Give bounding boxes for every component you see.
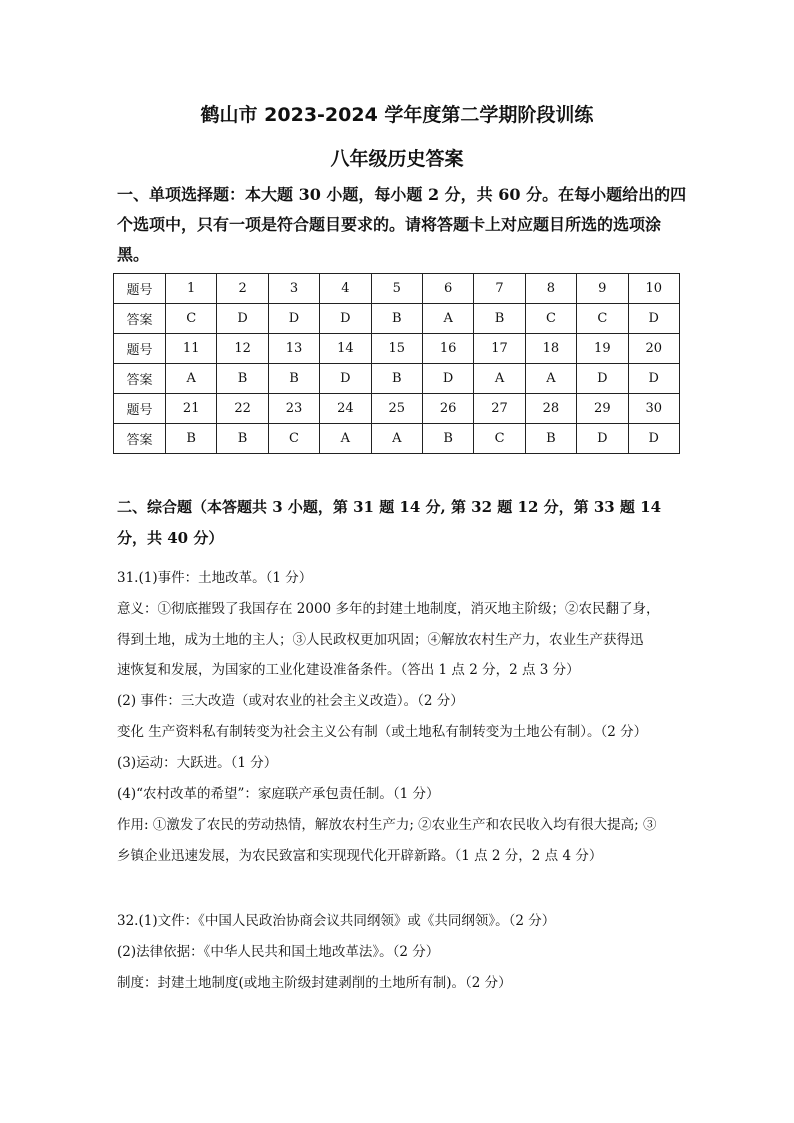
- answer-cell: D: [268, 304, 319, 334]
- answer-line: 作用: ①激发了农民的劳动热情，解放农村生产力; ②农业生产和农民收入均有很大提高; ③: [117, 817, 657, 833]
- question-number-cell: 7: [474, 274, 525, 304]
- question-number-cell: 2: [217, 274, 268, 304]
- question-number-row: [114, 274, 680, 304]
- answer-line: 32.(1)文件：《中国人民政治协商会议共同纲领》或《共同纲领》。（2 分）: [117, 913, 556, 929]
- answer-cell: B: [474, 304, 525, 334]
- answer-cell: D: [217, 304, 268, 334]
- answer-line: 制度：封建土地制度(或地主阶级封建剥削的土地所有制)。（2 分）: [117, 975, 512, 991]
- answer-cell: D: [628, 304, 679, 334]
- answer-cell: B: [371, 364, 422, 394]
- answer-line: (4)“农村改革的希望”：家庭联产承包责任制。（1 分）: [117, 786, 440, 802]
- question-number-cell: 10: [628, 274, 679, 304]
- question-number-cell: 21: [166, 394, 217, 424]
- answer-cell: D: [577, 424, 628, 454]
- question-number-cell: 27: [474, 394, 525, 424]
- answer-cell: C: [525, 304, 576, 334]
- answer-line: (2)法律依据：《中华人民共和国土地改革法》。（2 分）: [117, 944, 440, 960]
- answer-line: 变化 生产资料私有制转变为社会主义公有制（或土地私有制转变为土地公有制）。（2 分）: [117, 724, 648, 740]
- question-number-cell: 6: [422, 274, 473, 304]
- answer-line: (3)运动：大跃进。（1 分）: [117, 755, 278, 771]
- question-number-row: [114, 394, 680, 424]
- answer-line: 得到土地，成为土地的主人；③人民政权更加巩固；④解放农村生产力，农业生产获得迅: [117, 632, 644, 648]
- row-label: 题号: [114, 274, 166, 304]
- answer-cell: D: [320, 364, 371, 394]
- answer-cell: D: [628, 424, 679, 454]
- answer-cell: A: [525, 364, 576, 394]
- answer-line: 乡镇企业迅速发展，为农民致富和实现现代化开辟新路。（1 点 2 分，2 点 4 分）: [117, 848, 603, 864]
- answer-row: [114, 364, 680, 394]
- section1-heading: 一、单项选择题：本大题 30 小题，每小题 2 分，共 60 分。在每小题给出的四个选项中，只有一项是符合题目要求的。请将答题卡上对应题目所选的选项涂黑。: [117, 185, 687, 264]
- answer-cell: D: [577, 364, 628, 394]
- answer-cell: A: [166, 364, 217, 394]
- question-number-cell: 19: [577, 334, 628, 364]
- question-number-cell: 26: [422, 394, 473, 424]
- answer-row: [114, 304, 680, 334]
- question-number-cell: 22: [217, 394, 268, 424]
- answer-cell: A: [320, 424, 371, 454]
- question-number-cell: 30: [628, 394, 679, 424]
- answer-cell: A: [371, 424, 422, 454]
- page-title: 鹤山市 2023-2024 学年度第二学期阶段训练: [200, 104, 594, 126]
- answer-cell: D: [628, 364, 679, 394]
- question-number-cell: 5: [371, 274, 422, 304]
- answer-cell: C: [268, 424, 319, 454]
- question-number-cell: 28: [525, 394, 576, 424]
- question-number-row: [114, 334, 680, 364]
- row-label: 题号: [114, 334, 166, 364]
- answer-cell: B: [525, 424, 576, 454]
- answer-table: [113, 273, 680, 454]
- row-label: 题号: [114, 394, 166, 424]
- question-number-cell: 24: [320, 394, 371, 424]
- question-number-cell: 14: [320, 334, 371, 364]
- answer-cell: B: [268, 364, 319, 394]
- answer-cell: A: [474, 364, 525, 394]
- question-number-cell: 18: [525, 334, 576, 364]
- answer-line: 意义：①彻底摧毁了我国存在 2000 多年的封建土地制度，消灭地主阶级；②农民翻了身，: [117, 601, 660, 617]
- answer-cell: C: [474, 424, 525, 454]
- answer-cell: B: [422, 424, 473, 454]
- answer-line: 31.(1)事件：土地改革。（1 分）: [117, 570, 313, 586]
- question-number-cell: 16: [422, 334, 473, 364]
- answer-cell: D: [422, 364, 473, 394]
- question-number-cell: 8: [525, 274, 576, 304]
- question-number-cell: 11: [166, 334, 217, 364]
- answer-cell: C: [166, 304, 217, 334]
- row-label: 答案: [114, 364, 166, 394]
- answer-cell: D: [320, 304, 371, 334]
- question-number-cell: 3: [268, 274, 319, 304]
- page-subtitle: 八年级历史答案: [330, 148, 464, 170]
- question-number-cell: 29: [577, 394, 628, 424]
- answer-line: (2) 事件：三大改造（或对农业的社会主义改造）。（2 分）: [117, 693, 464, 709]
- question-number-cell: 13: [268, 334, 319, 364]
- answer-cell: B: [217, 424, 268, 454]
- question-number-cell: 4: [320, 274, 371, 304]
- question-number-cell: 20: [628, 334, 679, 364]
- section2-heading: 二、综合题（本答题共 3 小题，第 31 题 14 分, 第 32 题 12 分，第 33 题 14 分，共 40 分）: [117, 498, 662, 547]
- answer-cell: B: [217, 364, 268, 394]
- question-number-cell: 15: [371, 334, 422, 364]
- question-number-cell: 17: [474, 334, 525, 364]
- answer-cell: B: [371, 304, 422, 334]
- question-number-cell: 1: [166, 274, 217, 304]
- answer-line: 速恢复和发展，为国家的工业化建设准备条件。（答出 1 点 2 分，2 点 3 分）: [117, 662, 580, 678]
- answer-cell: B: [166, 424, 217, 454]
- row-label: 答案: [114, 304, 166, 334]
- question-number-cell: 12: [217, 334, 268, 364]
- question-number-cell: 25: [371, 394, 422, 424]
- row-label: 答案: [114, 424, 166, 454]
- answer-cell: C: [577, 304, 628, 334]
- answer-cell: A: [422, 304, 473, 334]
- question-number-cell: 23: [268, 394, 319, 424]
- question-number-cell: 9: [577, 274, 628, 304]
- answer-row: [114, 424, 680, 454]
